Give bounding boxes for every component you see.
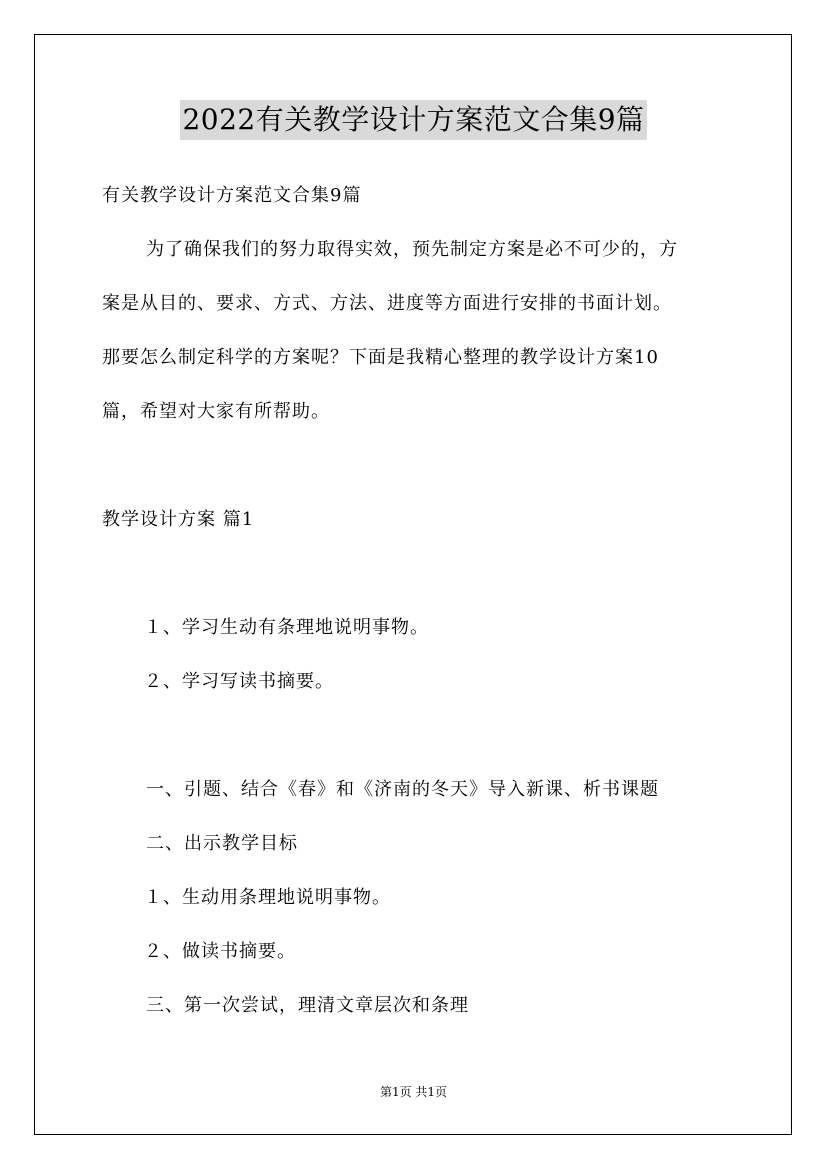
goal-item-1: １、学习生动有条理地说明事物。 <box>144 617 429 638</box>
intro-line-2: 案是从目的、要求、方式、方法、进度等方面进行安排的书面计划。 <box>102 293 672 314</box>
step-item-2: 二、出示教学目标 <box>146 833 298 854</box>
document-title: 2022有关教学设计方案范文合集9篇 <box>180 100 646 140</box>
page-number: 第1页 共1页 <box>379 1085 448 1099</box>
step-item-3: １、生动用条理地说明事物。 <box>144 887 391 908</box>
step-item-4: ２、做读书摘要。 <box>144 941 296 962</box>
page-footer <box>0 1084 827 1100</box>
section-heading: 教学设计方案 篇1 <box>102 509 255 530</box>
intro-line-4: 篇，希望对大家有所帮助。 <box>102 401 330 422</box>
intro-line-3: 那要怎么制定科学的方案呢？下面是我精心整理的教学设计方案10 <box>102 347 659 368</box>
title-container <box>0 100 827 140</box>
goal-item-2: ２、学习写读书摘要。 <box>144 671 334 692</box>
step-item-5: 三、第一次尝试，理清文章层次和条理 <box>146 995 469 1016</box>
document-subtitle: 有关教学设计方案范文合集9篇 <box>102 185 362 206</box>
intro-line-1: 为了确保我们的努力取得实效，预先制定方案是必不可少的，方 <box>146 239 678 260</box>
step-item-1: 一、引题、结合《春》和《济南的冬天》导入新课、析书课题 <box>146 779 659 800</box>
